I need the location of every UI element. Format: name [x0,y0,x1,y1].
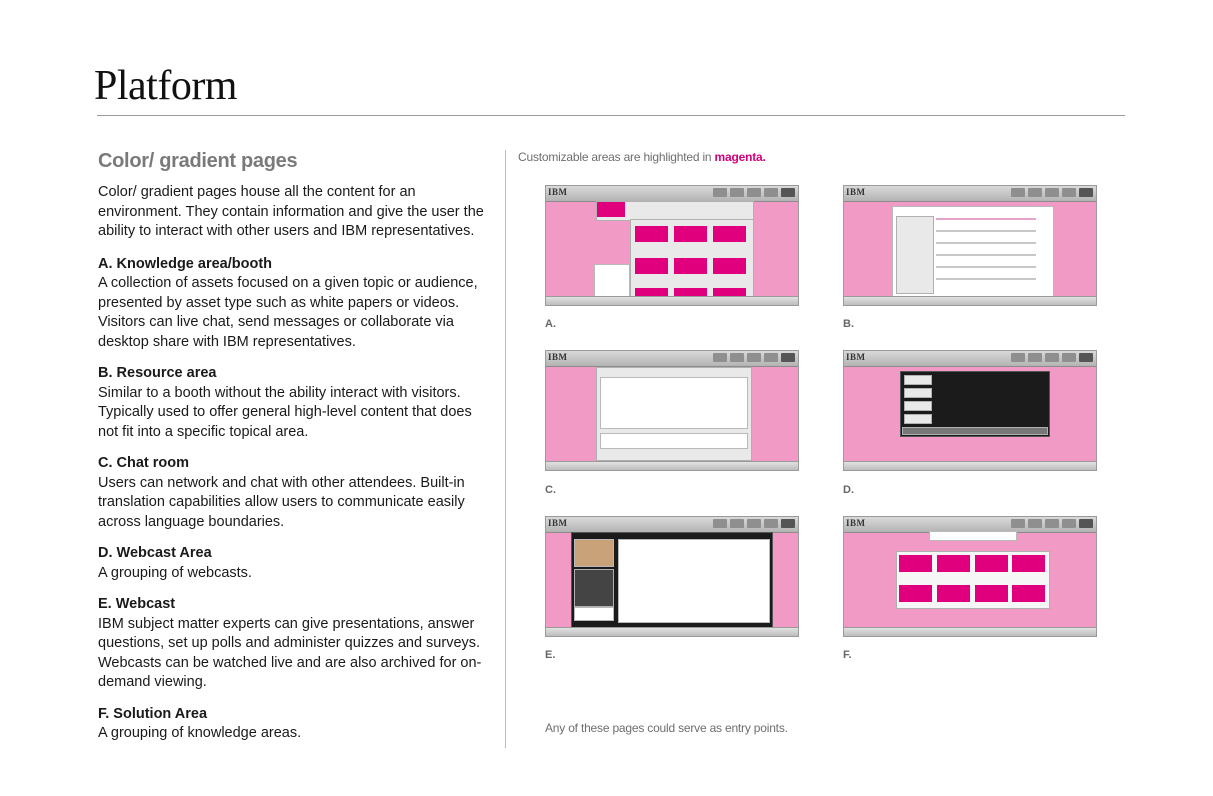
item-text: Users can network and chat with other attendees. Built-in translation capabilities allow users to communicate easily across language boundaries. [98,474,465,530]
resource-row [936,218,1036,220]
item-chat-room [98,454,493,532]
note-highlight: magenta. [714,150,766,164]
representative-card [594,264,630,300]
toolbar-icons [713,188,795,197]
screenshot-webcast-area [843,350,1097,471]
asset-tile [713,258,746,274]
item-text: A collection of assets focused on a given topic or audience, presented by asset type such as white papers or videos. Visitors can live chat, send messages or collaborate via desktop share with IBM representatives. [98,275,478,350]
status-bar [844,296,1096,305]
toolbar-icons [713,353,795,362]
item-resource-area [98,364,493,442]
booth-banner-tile [597,202,625,217]
item-heading: C. Chat room [98,455,190,471]
description-column [98,150,493,756]
screen-label-d: D. [843,484,854,496]
webcast-thumb [904,414,932,424]
solution-tile [937,585,970,602]
sponsor-logos [574,607,614,621]
app-toolbar [546,517,798,533]
presentation-slide [618,539,770,623]
app-toolbar [546,351,798,367]
solution-tile [937,555,970,572]
ibm-logo: IBM [846,518,866,528]
screenshot-knowledge-area [545,185,799,306]
screenshot-webcast [545,516,799,637]
app-toolbar [844,351,1096,367]
screen-label-f: F. [843,649,852,661]
column-divider [505,150,506,748]
item-heading: E. Webcast [98,596,176,612]
item-heading: F. Solution Area [98,705,208,722]
solution-tile [899,555,932,572]
status-bar [546,627,798,636]
item-text: A grouping of webcasts. [98,564,252,581]
chat-input [600,433,748,449]
item-heading: A. Knowledge area/booth [98,255,273,272]
status-bar [546,461,798,470]
chat-messages [600,377,748,429]
resource-row [936,242,1036,244]
item-text: IBM subject matter experts can give presentations, answer questions, set up polls and administer quizzes and surveys. Webcasts can be watched live and are also archived for on-demand viewing. [98,615,482,690]
screen-label-e: E. [545,649,556,661]
status-bar [844,627,1096,636]
solution-tile [975,585,1008,602]
presenter-list [574,569,614,607]
item-solution-area [98,705,493,744]
asset-tile [713,226,746,242]
webcast-thumb [904,375,932,385]
ibm-logo: IBM [846,352,866,362]
entry-points-note: Any of these pages could serve as entry points. [545,721,788,735]
status-bar [844,461,1096,470]
toolbar-icons [713,519,795,528]
page-title: Platform [94,63,237,109]
asset-tile [674,226,707,242]
screenshot-solution-area [843,516,1097,637]
ibm-logo: IBM [548,352,568,362]
item-text: A grouping of knowledge areas. [98,725,302,741]
note-text: Customizable areas are highlighted in [518,150,712,164]
item-webcast [98,595,493,693]
ibm-logo: IBM [548,518,568,528]
resource-row [936,278,1036,280]
toolbar-icons [1011,353,1093,362]
screenshot-chat-room [545,350,799,471]
solution-tile [1012,585,1045,602]
asset-tile [674,258,707,274]
screen-label-c: C. [545,484,556,496]
solution-search [929,531,1017,541]
resource-row [936,254,1036,256]
screen-label-a: A. [545,318,556,330]
asset-tile [635,226,668,242]
ibm-logo: IBM [548,187,568,197]
webcast-list-footer [902,427,1048,435]
item-heading: B. Resource area [98,365,217,381]
app-toolbar [546,186,798,202]
item-webcast-area [98,544,493,583]
solution-tile [1012,555,1045,572]
webcast-thumb [904,388,932,398]
section-title: Color/ gradient pages [98,150,298,172]
item-heading: D. Webcast Area [98,545,212,561]
app-toolbar [844,186,1096,202]
asset-tile [635,258,668,274]
screenshot-resource-area [843,185,1097,306]
solution-tile [975,555,1008,572]
status-bar [546,296,798,305]
screen-label-b: B. [843,318,854,330]
solution-tile [899,585,932,602]
resource-nav [896,216,934,294]
toolbar-icons [1011,188,1093,197]
customization-note [518,150,766,164]
ibm-logo: IBM [846,187,866,197]
presenter-video [574,539,614,567]
item-text: Similar to a booth without the ability interact with visitors. Typically used to offer general high-level content that does not fit into a specific topical area. [98,384,472,440]
toolbar-icons [1011,519,1093,528]
resource-row [936,230,1036,232]
resource-row [936,266,1036,268]
intro-text: Color/ gradient pages house all the content for an environment. They contain information and give the user the ability to interact with other users and IBM representatives. [98,184,484,239]
item-knowledge-area [98,255,493,353]
webcast-thumb [904,401,932,411]
title-divider [97,115,1125,116]
